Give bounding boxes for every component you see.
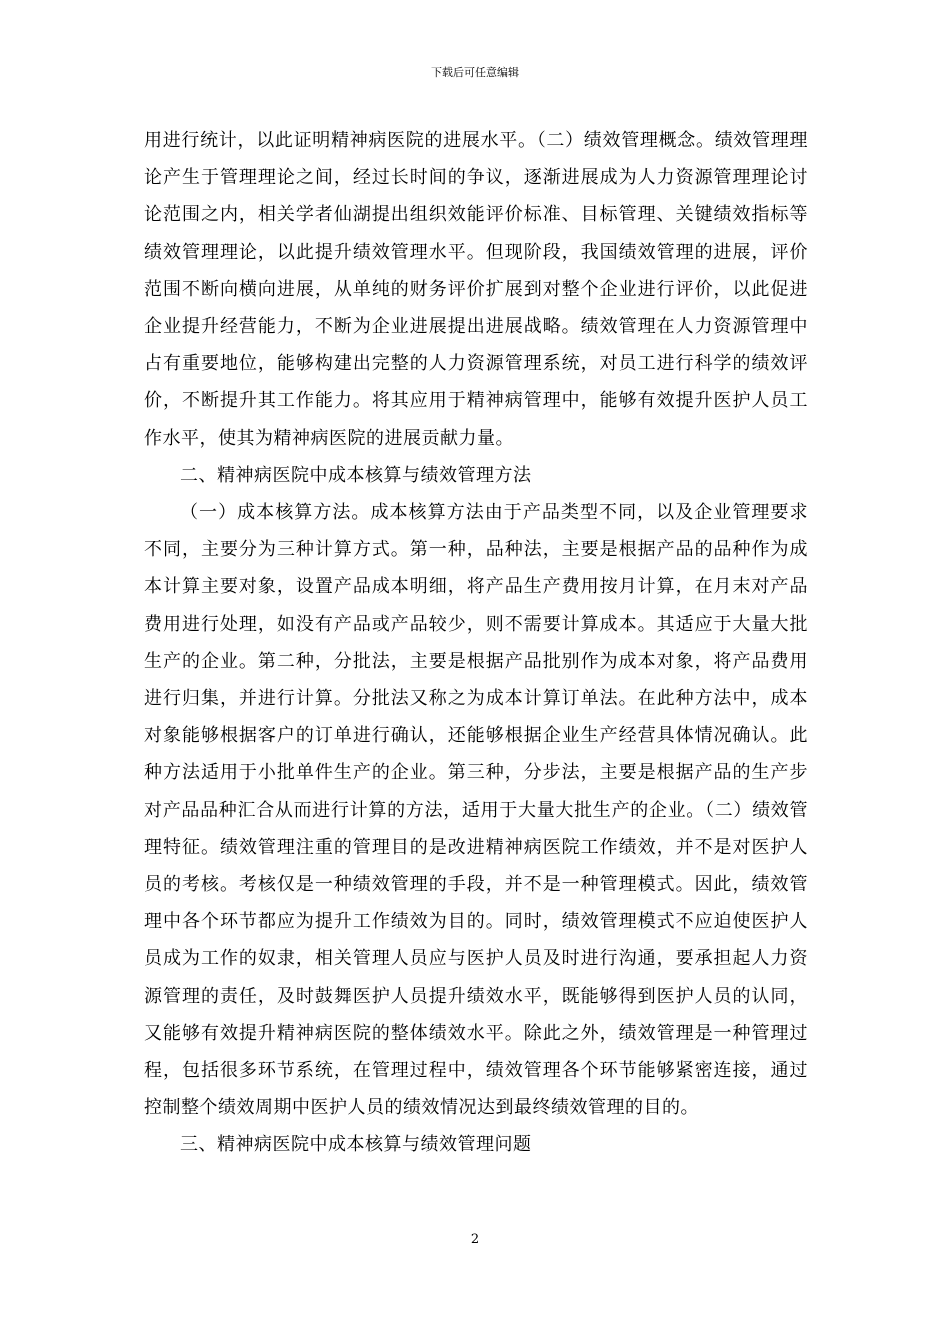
page-header: 下载后可任意编辑 xyxy=(431,66,519,79)
paragraph-cost-accounting: （一）成本核算方法。成本核算方法由于产品类型不同，以及企业管理要求不同，主要分为三种计算方式。第一种，品种法，主要是根据产品的品种作为成本计算主要对象，设置产品成本明细，将产品生产费用按月计算，在月末对产品费用进行处理，如没有产品或产品较少，则不需要计算成本。其适应于大量大批生产的企业。第二种，分批法，主要是根据产品批别作为成本对象，将产品费用进行归集，并进行计算。分批法又称之为成本计算订单法。在此种方法中，成本对象能够根据客户的订单进行确认，还能够根据企业生产经营具体情况确认。此种方法适用于小批单件生产的企业。第三种，分步法，主要是根据产品的生产步对产品品种汇合从而进行计算的方法，适用于大量大批生产的企业。（二）绩效管理特征。绩效管理注重的管理目的是改进精神病医院工作绩效，并不是对医护人员的考核。考核仅是一种绩效管理的手段，并不是一种管理模式。因此，绩效管理中各个环节都应为提升工作绩效为目的。同时，绩效管理模式不应迫使医护人员成为工作的奴隶，相关管理人员应与医护人员及时进行沟通，要承担起人力资源管理的责任，及时鼓舞医护人员提升绩效水平，既能够得到医护人员的认同，又能够有效提升精神病医院的整体绩效水平。除此之外，绩效管理是一种管理过程，包括很多环节系统，在管理过程中，绩效管理各个环节能够紧密连接，通过控制整个绩效周期中医护人员的绩效情况达到最终绩效管理的目的。 xyxy=(144,502,808,1119)
document-body xyxy=(144,122,808,1164)
paragraph-continued: 用进行统计，以此证明精神病医院的进展水平。（二）绩效管理概念。绩效管理理论产生于管理理论之间，经过长时间的争议，逐渐进展成为人力资源管理理论讨论范围之内，相关学者仙湖提出组织效能评价标准、目标管理、关键绩效指标等绩效管理理论，以此提升绩效管理水平。但现阶段，我国绩效管理的进展，评价范围不断向横向进展，从单纯的财务评价扩展到对整个企业进行评价，以此促进企业提升经营能力，不断为企业进展提出进展战略。绩效管理在人力资源管理中占有重要地位，能够构建出完整的人力资源管理系统，对员工进行科学的绩效评价，不断提升其工作能力。将其应用于精神病管理中，能够有效提升医护人员工作水平，使其为精神病医院的进展贡献力量。 xyxy=(144,130,808,449)
section-heading-3: 三、精神病医院中成本核算与绩效管理问题 xyxy=(180,1134,532,1156)
page-number: 2 xyxy=(470,1232,480,1247)
section-heading-2: 二、精神病医院中成本核算与绩效管理方法 xyxy=(180,464,532,486)
